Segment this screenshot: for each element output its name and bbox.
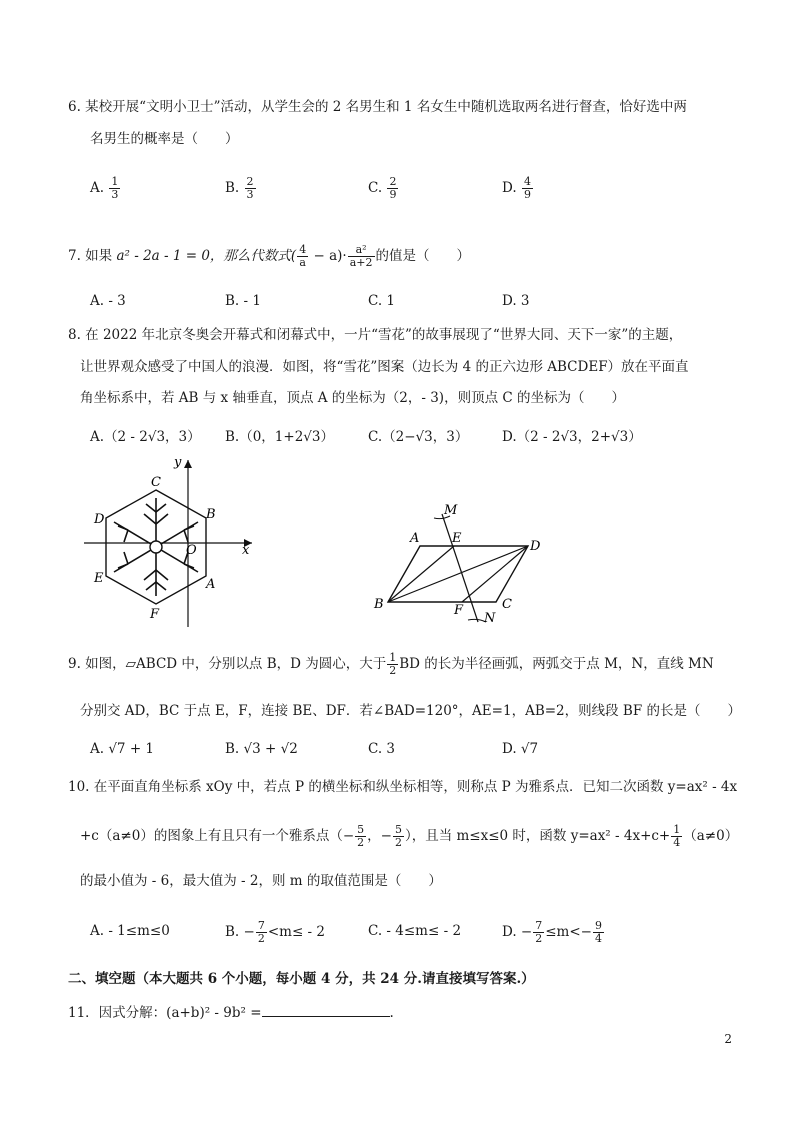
q10-option-a[interactable]: A. - 1≤m≤0 (90, 923, 170, 939)
label-f: F (454, 603, 464, 618)
q10-line3: 的最小值为 - 6，最大值为 - 2，则 m 的取值范围是（ ） (80, 873, 442, 889)
q6-option-b-fraction: $\frac{2}{3}$ (246, 175, 254, 201)
q9-line1: 9. 如图，▱ABCD 中，分别以点 B，D 为圆心，大于 $\frac{1}{2}$ BD 的长为半径画弧，两弧交于点 M，N，直线 MN (68, 651, 714, 677)
q8-option-b[interactable]: B.（0，1+2√3） (225, 429, 334, 445)
q10-line1: 10. 在平面直角坐标系 xOy 中，若点 P 的横坐标和纵坐标相等，则称点 P 为雅系点．已知二次函数 y=ax² - 4x (68, 779, 738, 795)
label-b: B (374, 597, 384, 612)
label-a: A (410, 531, 420, 546)
q10-frac-1-4: $\frac{1}{4}$ (673, 823, 681, 849)
q6-option-d[interactable]: D. $\frac{4}{9}$ (502, 175, 531, 201)
q7-option-c[interactable]: C. 1 (368, 293, 396, 309)
q9-option-a[interactable]: A. √7 + 1 (90, 741, 155, 757)
label-o: O (186, 543, 197, 558)
label-c: C (151, 475, 161, 490)
q7-line: 7. 如果 a² - 2a - 1 = 0，那么代数式( $\frac{4}{a}$ − a)· $\frac{\text{a²}}{a+2}$ 的值是（ ） (68, 243, 470, 269)
label-n: N (484, 611, 496, 626)
q10-option-d[interactable]: D. − $\frac{7}{2}$ ≤m<− $\frac{9}{4}$ (502, 919, 602, 945)
y-axis-arrow (184, 460, 192, 468)
label-b: B (206, 507, 216, 522)
q7-option-a[interactable]: A. - 3 (90, 293, 126, 309)
q6-option-b[interactable]: B. $\frac{2}{3}$ (225, 175, 254, 201)
parallelogram-figure (368, 500, 554, 632)
label-a: A (206, 577, 216, 592)
q6-option-c-fraction: $\frac{2}{9}$ (389, 175, 397, 201)
q9-frac-half: $\frac{1}{2}$ (389, 651, 397, 677)
q8-line1: 8. 在 2022 年北京冬奥会开幕式和闭幕式中，一片“雪花”的故事展现了“世界大同、天下一家”的主题， (68, 327, 683, 343)
q9-option-b[interactable]: B. √3 + √2 (225, 741, 298, 757)
q8-line3: 角坐标系中，若 AB 与 x 轴垂直，顶点 A 的坐标为（2，- 3)，则顶点 C 的坐标为（ ） (80, 390, 625, 406)
section2-title: 二、填空题（本大题共 6 个小题，每小题 4 分，共 24 分.请直接填写答案.） (68, 971, 535, 987)
segment-df (462, 546, 528, 602)
q10-frac-7-2-d: $\frac{7}{2}$ (535, 919, 543, 945)
q7-option-d[interactable]: D. 3 (502, 293, 530, 309)
q10-option-c[interactable]: C. - 4≤m≤ - 2 (368, 923, 462, 939)
label-y: y (174, 455, 182, 470)
label-f: F (150, 607, 160, 622)
q9-option-c[interactable]: C. 3 (368, 741, 396, 757)
q10-frac-5-2-a: $\frac{5}{2}$ (357, 823, 365, 849)
q9-line2: 分别交 AD，BC 于点 E，F，连接 BE、DF．若∠BAD=120°，AE=1，AB=2，则线段 BF 的长是（ ） (80, 703, 742, 719)
q6-option-d-fraction: $\frac{4}{9}$ (523, 175, 531, 201)
q10-frac-9-4: $\frac{9}{4}$ (595, 919, 602, 945)
label-e: E (452, 531, 462, 546)
q7-frac-a2-over-a-plus-2: $\frac{\text{a²}}{a+2}$ (349, 243, 373, 269)
label-m: M (444, 503, 458, 518)
q8-line2: 让世界观众感受了中国人的浪漫．如图，将“雪花”图案（边长为 4 的正六边形 ABCDEF）放在平面直 (80, 359, 689, 375)
label-d: D (530, 539, 541, 554)
q11-answer-blank[interactable] (262, 1002, 390, 1017)
q8-option-c[interactable]: C.（2−√3，3） (368, 429, 469, 445)
q7-option-b[interactable]: B. - 1 (225, 293, 261, 309)
q11-line: 11．因式分解：(a+b)² - 9b² = . (68, 1002, 394, 1024)
q10-frac-7-2-b: $\frac{7}{2}$ (257, 919, 265, 945)
q8-option-a[interactable]: A.（2 - 2√3，3） (90, 429, 201, 445)
q8-option-d[interactable]: D.（2 - 2√3，2+√3） (502, 429, 642, 445)
label-x: x (242, 543, 250, 558)
q6-option-a-fraction: $\frac{1}{3}$ (111, 175, 119, 201)
segment-be (388, 546, 454, 602)
q6-line2: 名男生的概率是（ ） (90, 131, 239, 147)
label-d: D (94, 512, 105, 527)
q10-option-b[interactable]: B. − $\frac{7}{2}$ <m≤ - 2 (225, 919, 325, 945)
page-number: 2 (724, 1032, 732, 1046)
q10-frac-5-2-b: $\frac{5}{2}$ (394, 823, 402, 849)
q6-option-c[interactable]: C. $\frac{2}{9}$ (368, 175, 397, 201)
q7-frac-4-over-a: $\frac{4}{a}$ (299, 243, 307, 269)
q6-line1: 6. 某校开展“文明小卫士”活动，从学生会的 2 名男生和 1 名女生中随机选取两名进行督查，恰好选中两 (68, 99, 687, 115)
q6-option-a[interactable]: A. $\frac{1}{3}$ (90, 175, 119, 201)
snowflake-hexagon-figure (84, 452, 264, 628)
q9-option-d[interactable]: D. √7 (502, 741, 539, 757)
diagonal-bd (388, 546, 528, 602)
label-e: E (94, 571, 104, 586)
q10-line2: +c（a≠0）的图象上有且只有一个雅系点（− $\frac{5}{2}$ ，− $\frac{5}{2}$ ），且当 m≤x≤0 时，函数 y=ax² - 4x+c+ $\frac{1}{4}$ （a≠0） (80, 823, 739, 849)
label-c: C (502, 597, 512, 612)
